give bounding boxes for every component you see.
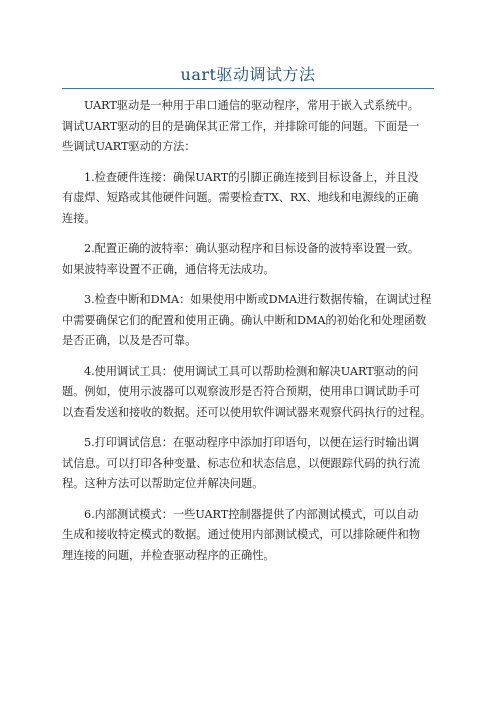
paragraph-step-6 (62, 505, 436, 567)
document-body (62, 96, 436, 576)
paragraph-line: 理连接的问题，并检查驱动程序的正确性。 (62, 548, 275, 562)
paragraph-line: UART驱动是一种用于串口通信的驱动程序，常用于嵌入式系统中。 (84, 99, 419, 112)
paragraph-line: 题。例如，使用示波器可以观察波形是否符合预期，使用串口调试助手可 (62, 385, 421, 398)
paragraph-intro (62, 96, 436, 158)
paragraph-line: 4.使用调试工具：使用调试工具可以帮助检测和解决UART驱动的问 (84, 364, 419, 378)
paragraph-line: 调试UART驱动的目的是确保其正常工作，并排除可能的问题。下面是一 (62, 119, 420, 133)
paragraph-step-3 (62, 290, 436, 352)
paragraph-step-2 (62, 239, 436, 280)
paragraph-line: 6.内部测试模式：一些UART控制器提供了内部测试模式，可以自动 (84, 507, 419, 521)
paragraph-line: 是否正确，以及是否可靠。 (62, 334, 197, 347)
paragraph-line: 1.检查硬件连接：确保UART的引脚正确连接到目标设备上，并且没 (84, 170, 419, 184)
paragraph-line: 3.检查中断和DMA：如果使用中断或DMA进行数据传输，在调试过程 (84, 293, 432, 306)
paragraph-step-5 (62, 433, 436, 495)
paragraph-step-1 (62, 168, 436, 230)
paragraph-line: 程。这种方法可以帮助定位并解决问题。 (62, 477, 264, 490)
paragraph-step-4 (62, 362, 436, 424)
paragraph-line: 些调试UART驱动的方法： (62, 140, 196, 153)
title-underline (62, 88, 434, 89)
paragraph-line: 试信息。可以打印各种变量、标志位和状态信息，以便跟踪代码的执行流 (62, 456, 421, 470)
paragraph-line: 中需要确保它们的配置和使用正确。确认中断和DMA的初始化和处理函数 (62, 313, 427, 327)
paragraph-line: 以查看发送和接收的数据。还可以使用软件调试器来观察代码执行的过程。 (62, 405, 432, 419)
paragraph-line: 2.配置正确的波特率：确认驱动程序和目标设备的波特率设置一致。 (84, 242, 420, 255)
paragraph-line: 连接。 (62, 211, 96, 225)
paragraph-line: 如果波特率设置不正确，通信将无法成功。 (62, 262, 275, 276)
document-title: uart驱动调试方法 (180, 65, 316, 84)
paragraph-line: 生成和接收特定模式的数据。通过使用内部测试模式，可以排除硬件和物 (62, 528, 421, 541)
paragraph-line: 5.打印调试信息：在驱动程序中添加打印语句，以便在运行时输出调 (84, 436, 420, 449)
paragraph-line: 有虚焊、短路或其他硬件问题。需要检查TX、RX、地线和电源线的正确 (62, 191, 419, 204)
